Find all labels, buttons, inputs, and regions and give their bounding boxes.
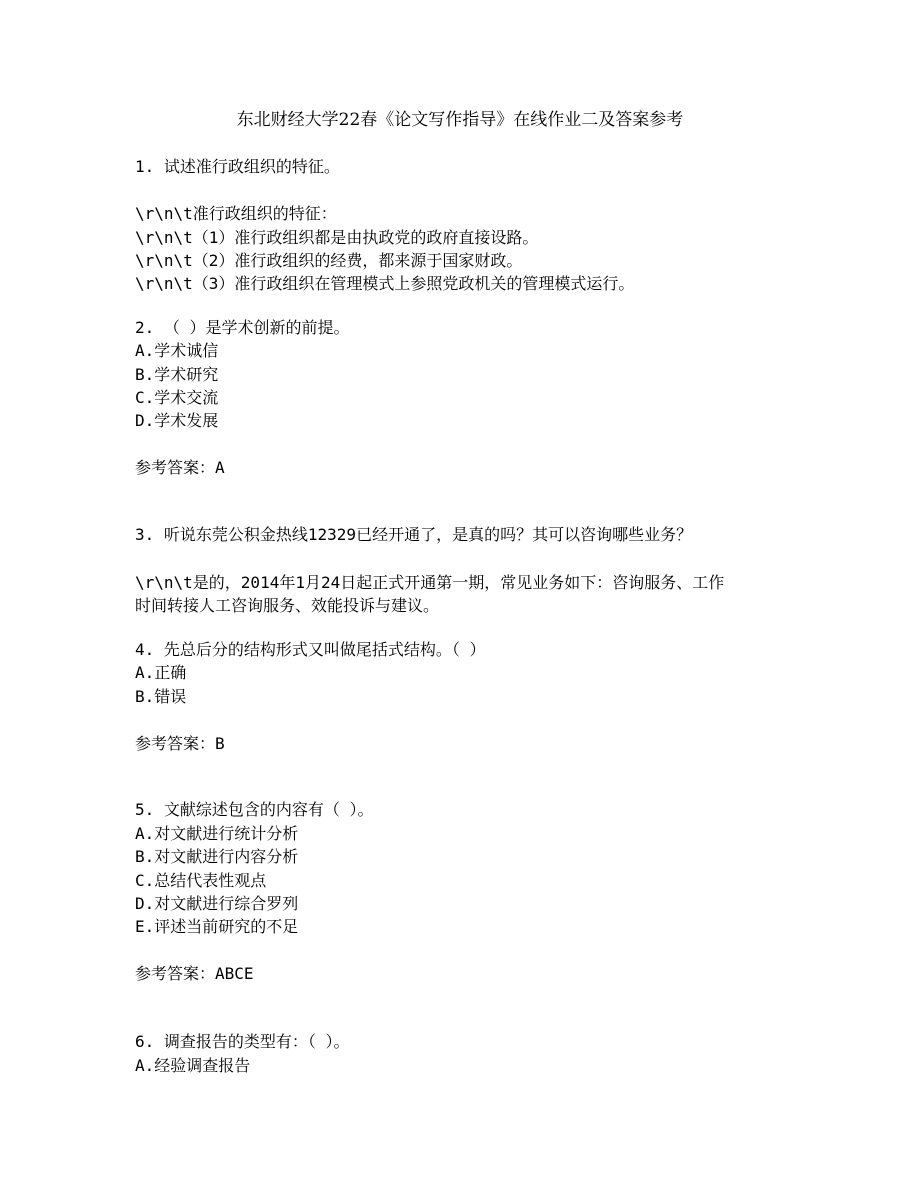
question-3-answer-line: \r\n\t是的，2014年1月24日起正式开通第一期，常见业务如下：咨询服务、工作 xyxy=(135,573,725,592)
question-2-answer: 参考答案：A xyxy=(135,458,225,477)
question-1-text: 1. 试述准行政组织的特征。 xyxy=(135,157,340,176)
document-title: 东北财经大学22春《论文写作指导》在线作业二及答案参考 xyxy=(236,110,684,130)
question-5-option: E.评述当前研究的不足 xyxy=(135,917,299,936)
question-3-text: 3. 听说东莞公积金热线12329已经开通了，是真的吗？其可以咨询哪些业务？ xyxy=(135,525,693,544)
question-5-answer: 参考答案：ABCE xyxy=(135,964,254,983)
question-6-option: A.经验调查报告 xyxy=(135,1056,251,1075)
question-4-option: B.错误 xyxy=(135,687,187,706)
question-1-answer-line: \r\n\t（3）准行政组织在管理模式上参照党政机关的管理模式运行。 xyxy=(135,274,635,293)
question-1-answer-line: \r\n\t准行政组织的特征： xyxy=(135,204,337,223)
question-5-option: B.对文献进行内容分析 xyxy=(135,847,299,866)
question-2-text: 2. （ ）是学术创新的前提。 xyxy=(135,318,350,337)
question-5-text: 5. 文献综述包含的内容有（ ）。 xyxy=(135,800,374,819)
question-3-answer-line: 时间转接人工咨询服务、效能投诉与建议。 xyxy=(135,596,440,615)
question-1-answer-line: \r\n\t（1）准行政组织都是由执政党的政府直接设路。 xyxy=(135,228,539,247)
question-5-option: C.总结代表性观点 xyxy=(135,871,267,890)
question-5-option: D.对文献进行综合罗列 xyxy=(135,894,299,913)
question-4-option: A.正确 xyxy=(135,663,187,682)
question-4-text: 4. 先总后分的结构形式又叫做尾括式结构。（ ） xyxy=(135,640,486,659)
question-2-option: D.学术发展 xyxy=(135,411,219,430)
question-1-answer-line: \r\n\t（2）准行政组织的经费，都来源于国家财政。 xyxy=(135,251,523,270)
question-5-option: A.对文献进行统计分析 xyxy=(135,824,299,843)
question-2-option: C.学术交流 xyxy=(135,388,219,407)
question-4-answer: 参考答案：B xyxy=(135,734,225,753)
question-2-option: B.学术研究 xyxy=(135,365,219,384)
question-6-text: 6. 调查报告的类型有：（ ）。 xyxy=(135,1032,350,1051)
question-2-option: A.学术诚信 xyxy=(135,341,219,360)
